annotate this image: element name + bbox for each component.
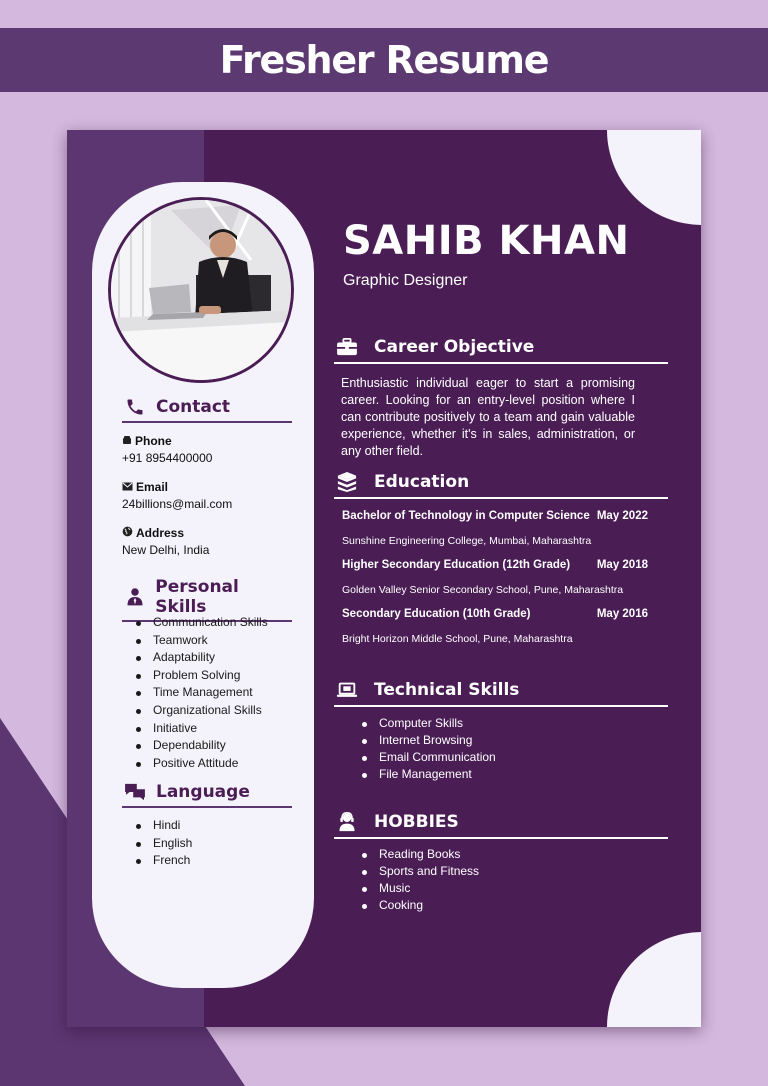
- language-list: [134, 817, 192, 870]
- education-heading-text: Education: [374, 472, 470, 492]
- education-degree: Higher Secondary Education (12th Grade): [342, 559, 571, 571]
- hobbies-heading: [334, 811, 668, 839]
- list-item: Hindi: [134, 817, 192, 835]
- hobbies-heading-text: HOBBIES: [374, 812, 459, 832]
- list-item: File Management: [360, 766, 496, 783]
- list-item: Cooking: [360, 897, 479, 914]
- person-icon: [122, 586, 147, 608]
- list-item: Reading Books: [360, 846, 479, 863]
- briefcase-icon: [334, 336, 360, 358]
- contact-email: [122, 480, 232, 511]
- education-date: May 2018: [596, 559, 648, 571]
- profile-photo: [108, 197, 294, 383]
- contact-heading-text: Contact: [156, 397, 231, 417]
- career-objective-text: Enthusiastic individual eager to start a promising career. Looking for an entry-level position where I can contribute positively to a team and gain valuable experience, whether it's in sales, administration, or any other field.: [341, 376, 635, 458]
- education-heading: [334, 471, 668, 499]
- list-item: Communication Skills: [134, 614, 268, 632]
- personal-skills-list: [134, 614, 268, 772]
- list-item: Music: [360, 880, 479, 897]
- banner-title: Fresher Resume: [219, 38, 549, 82]
- globe-icon: [122, 526, 133, 540]
- list-item: Time Management: [134, 684, 268, 702]
- contact-phone: [122, 434, 212, 465]
- phone-small-icon: [122, 434, 132, 448]
- list-item: Internet Browsing: [360, 732, 496, 749]
- education-entry: [342, 510, 648, 522]
- education-degree: Bachelor of Technology in Computer Science: [342, 510, 590, 522]
- person-headset-icon: [334, 811, 360, 833]
- list-item: Computer Skills: [360, 715, 496, 732]
- candidate-name: SAHIB KHAN: [343, 218, 630, 264]
- language-heading-text: Language: [156, 782, 250, 802]
- resume-page: [67, 130, 701, 1027]
- address-label: Address: [122, 526, 209, 540]
- corner-decoration-top: [607, 130, 701, 225]
- phone-value: +91 8954400000: [122, 451, 213, 465]
- list-item: Sports and Fitness: [360, 863, 479, 880]
- books-icon: [334, 471, 360, 493]
- page-banner: [0, 28, 768, 92]
- personal-skills-heading-text: Personal Skills: [155, 577, 239, 617]
- education-date: May 2016: [596, 608, 648, 620]
- laptop-icon: [334, 679, 360, 701]
- mail-icon: [122, 480, 133, 494]
- education-entry: [342, 559, 648, 571]
- hobbies-list: [360, 846, 479, 914]
- corner-decoration-bottom: [607, 932, 701, 1027]
- education-school: Sunshine Engineering College, Mumbai, Maharashtra: [342, 535, 592, 547]
- address-value: New Delhi, India: [122, 543, 210, 557]
- candidate-title: Graphic Designer: [343, 272, 468, 289]
- list-item: Initiative: [134, 720, 268, 738]
- contact-address: [122, 526, 209, 557]
- list-item: Organizational Skills: [134, 702, 268, 720]
- list-item: Teamwork: [134, 632, 268, 650]
- technical-skills-list: [360, 715, 496, 783]
- education-degree: Secondary Education (10th Grade): [342, 608, 531, 620]
- education-entry: [342, 608, 648, 620]
- list-item: English: [134, 835, 192, 853]
- list-item: Problem Solving: [134, 667, 268, 685]
- education-school: Bright Horizon Middle School, Pune, Maharashtra: [342, 633, 573, 645]
- technical-skills-heading-text: Technical Skills: [374, 680, 520, 700]
- phone-label: Phone: [122, 434, 212, 448]
- phone-icon: [122, 396, 148, 418]
- list-item: Adaptability: [134, 649, 268, 667]
- list-item: Email Communication: [360, 749, 496, 766]
- list-item: Dependability: [134, 737, 268, 755]
- education-school: Golden Valley Senior Secondary School, Pune, Maharashtra: [342, 584, 624, 596]
- career-objective-heading-text: Career Objective: [374, 337, 535, 357]
- list-item: French: [134, 852, 192, 870]
- language-heading: [122, 781, 292, 808]
- contact-heading: [122, 396, 292, 423]
- career-objective-heading: [334, 336, 668, 364]
- email-label: Email: [122, 480, 232, 494]
- chat-bubbles-icon: [122, 781, 148, 803]
- technical-skills-heading: [334, 679, 668, 707]
- education-date: May 2022: [596, 510, 648, 522]
- email-value: 24billions@mail.com: [122, 497, 233, 511]
- list-item: Positive Attitude: [134, 755, 268, 773]
